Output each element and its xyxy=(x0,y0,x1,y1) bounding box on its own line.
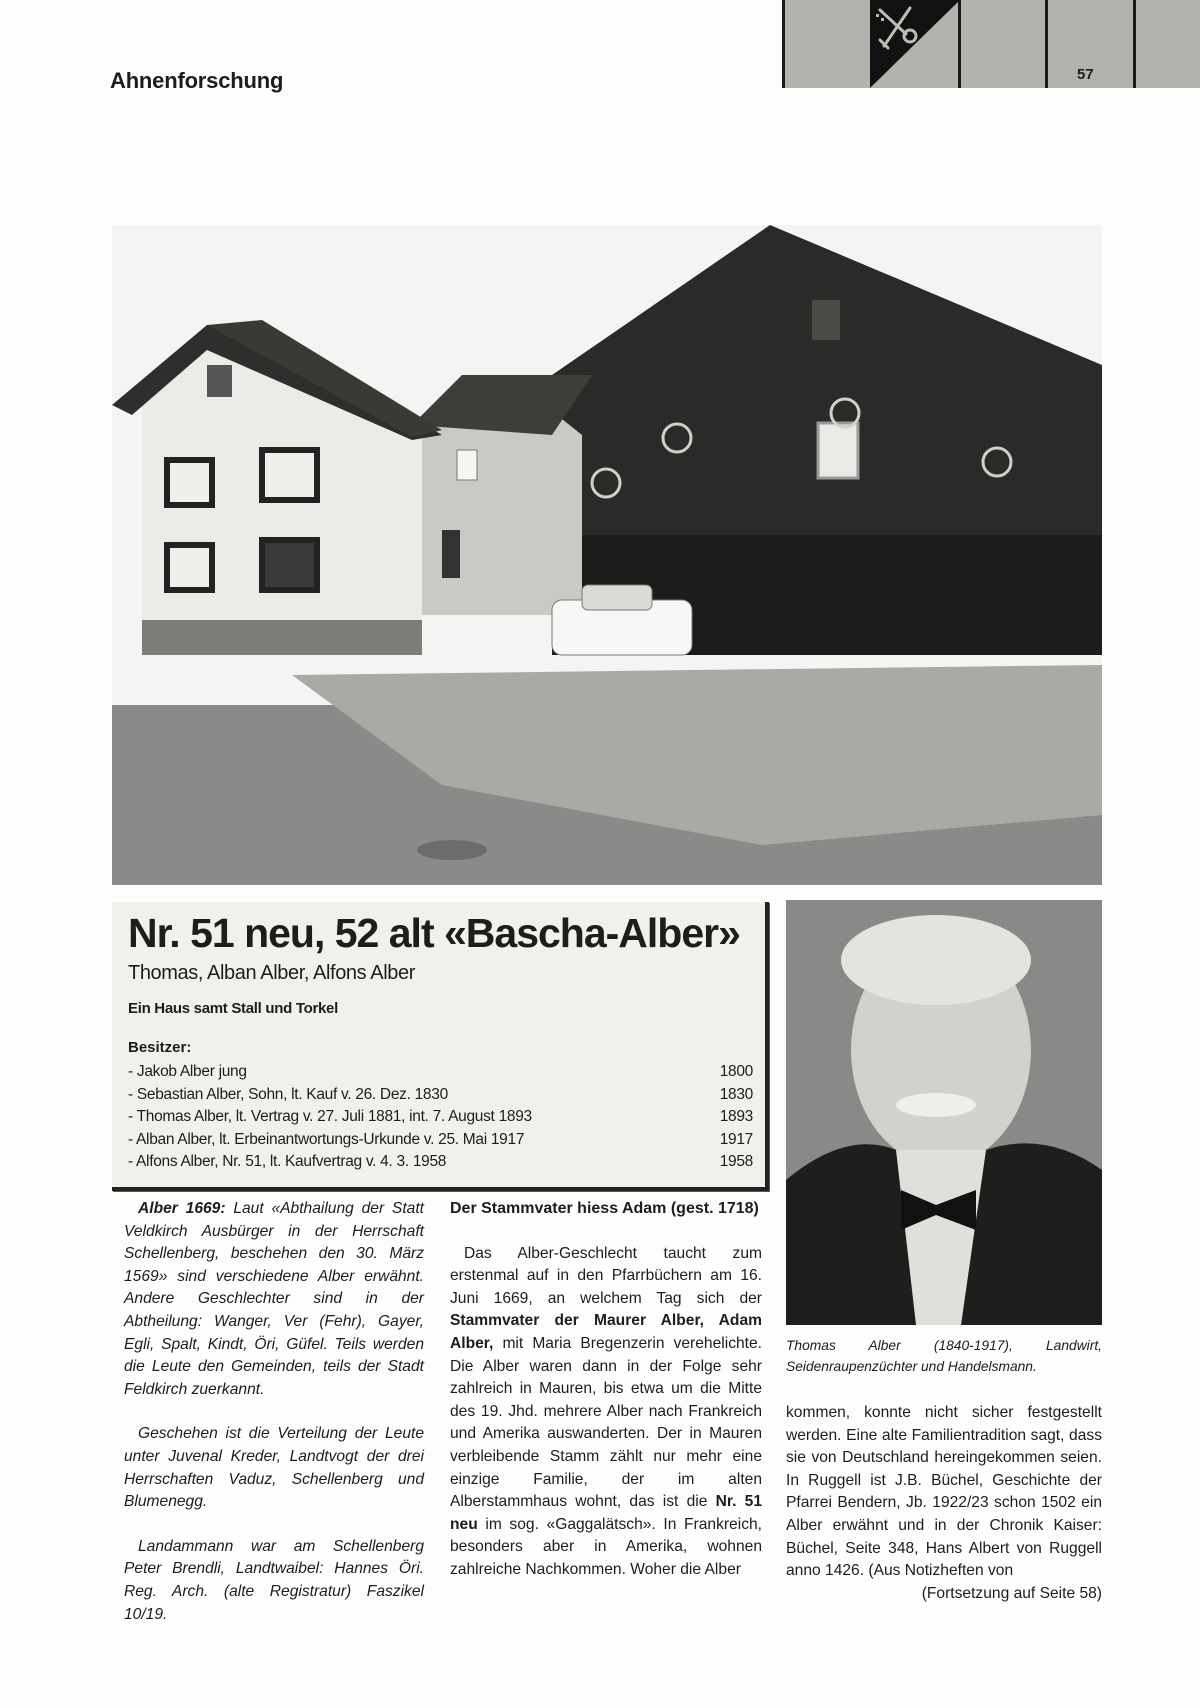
owner-list xyxy=(128,1061,753,1174)
owner-row xyxy=(128,1129,753,1152)
owner-year: 1917 xyxy=(719,1130,753,1148)
owner-text: - Jakob Alber jung xyxy=(128,1063,247,1080)
owner-year: 1800 xyxy=(719,1063,753,1080)
owners-line: Thomas, Alban Alber, Alfons Alber xyxy=(128,962,415,984)
coat-of-arms-icon xyxy=(870,0,960,88)
owner-row xyxy=(128,1106,753,1129)
paragraph-text: Das Alber-Geschlecht taucht zum erstenmal auf in den Pfarrbüchern am 16. Juni 1669, an welchem Tag sich der xyxy=(450,1244,762,1307)
paragraph-bold: Stammvater der Maurer Alber, Adam Alber, xyxy=(450,1312,762,1352)
middle-column xyxy=(450,1198,762,1582)
continued-note: (Fortsetzung auf Seite 58) xyxy=(921,1584,1102,1602)
paragraph-lead: Alber 1669: xyxy=(138,1200,226,1217)
owner-year: 1958 xyxy=(719,1153,753,1171)
page-number: 57 xyxy=(1077,66,1094,83)
section-heading: Der Stammvater hiess Adam (gest. 1718) xyxy=(450,1200,759,1217)
paragraph-bold: Nr. 51 neu xyxy=(450,1493,762,1533)
paragraph: Geschehen ist die Verteilung der Leute unter Juvenal Kreder, Landtvogt der drei Herrschaften Vaduz, Schellenberg und Blumenegg. xyxy=(124,1425,424,1511)
house-photo xyxy=(112,225,1102,885)
owner-year: 1830 xyxy=(719,1085,753,1103)
portrait-caption: Thomas Alber (1840-1917), Landwirt, Seidenraupenzüchter und Handelsmann. xyxy=(786,1338,1102,1374)
title-box xyxy=(112,902,769,1191)
subtitle: Ein Haus samt Stall und Torkel xyxy=(128,1000,338,1017)
paragraph: kommen, konnte nicht sicher festgestellt werden. Eine alte Familientradition sagt, dass sie von Deutschland hereingekommen seien. In Ruggell ist J.B. Büchel, Geschichte der Pfarrei Bendern, Jb. 1922/23 schon 1502 ein Alber erwähnt und in der Chronik Kaiser: Büchel, Seite 348, Hans Albert von Ruggell anno 1426. (Aus Notizheften von xyxy=(786,1404,1102,1580)
portrait-photo xyxy=(786,900,1102,1325)
besitzer-label: Besitzer: xyxy=(128,1039,192,1056)
owner-text: - Thomas Alber, lt. Vertrag v. 27. Juli 1881, int. 7. August 1893 xyxy=(128,1108,532,1126)
section-title: Ahnenforschung xyxy=(110,68,284,93)
owner-text: - Sebastian Alber, Sohn, lt. Kauf v. 26. Dez. 1830 xyxy=(128,1085,448,1103)
band-divider xyxy=(782,0,785,88)
paragraph xyxy=(450,1243,762,1582)
house-title: Nr. 51 neu, 52 alt «Bascha-Alber» xyxy=(128,910,740,956)
owner-year: 1893 xyxy=(719,1108,753,1126)
band-divider xyxy=(1045,0,1048,88)
owner-text: - Alban Alber, lt. Erbeinantwortungs-Urkunde v. 25. Mai 1917 xyxy=(128,1130,525,1148)
right-column xyxy=(786,1402,1102,1605)
paragraph: Landammann war am Schellenberg Peter Brendli, Landtwaibel: Hannes Öri. Reg. Arch. (alte Registratur) Faszikel 10/19. xyxy=(124,1537,424,1623)
owner-text: - Alfons Alber, Nr. 51, lt. Kaufvertrag v. 4. 3. 1958 xyxy=(128,1153,447,1171)
paragraph-text: Laut «Abthailung der Statt Veldkirch Ausbürger in der Herrschaft Schellenberg, beschehen den 30. März 1569» sind verschiedene Alber erwähnt. Andere Geschlechter sind in der Abtheilung: Wanger, Ver (Fehr), Gayer, Egli, Spalt, Kindt, Öri, Güfel. Teils werden die Leute den Gemeinden, teils der Stadt Feldkirch zuerkannt. xyxy=(124,1200,424,1398)
header-band xyxy=(782,0,1200,88)
left-column xyxy=(124,1198,424,1626)
owner-row xyxy=(128,1084,753,1107)
band-divider xyxy=(1133,0,1136,88)
paragraph-text: mit Maria Bregenzerin verehelichte. Die Alber waren dann in der Folge sehr zahlreich in Mauren, bis etwa um die Mitte des 19. Jhd. mehrere Alber nach Frankreich und Amerika auswanderten. Der in Mauren verbleibende Stamm zählt nur mehr eine einzige Familie, der im alten Alberstammhaus wohnt, das ist die xyxy=(450,1334,762,1511)
owner-row xyxy=(128,1061,753,1084)
paragraph-text: im sog. «Gaggalätsch». In Frankreich, besonders aber in Amerika, wohnen zahlreiche Nachkommen. Woher die Alber xyxy=(450,1515,762,1578)
paragraph xyxy=(124,1198,424,1401)
owner-row xyxy=(128,1151,753,1174)
